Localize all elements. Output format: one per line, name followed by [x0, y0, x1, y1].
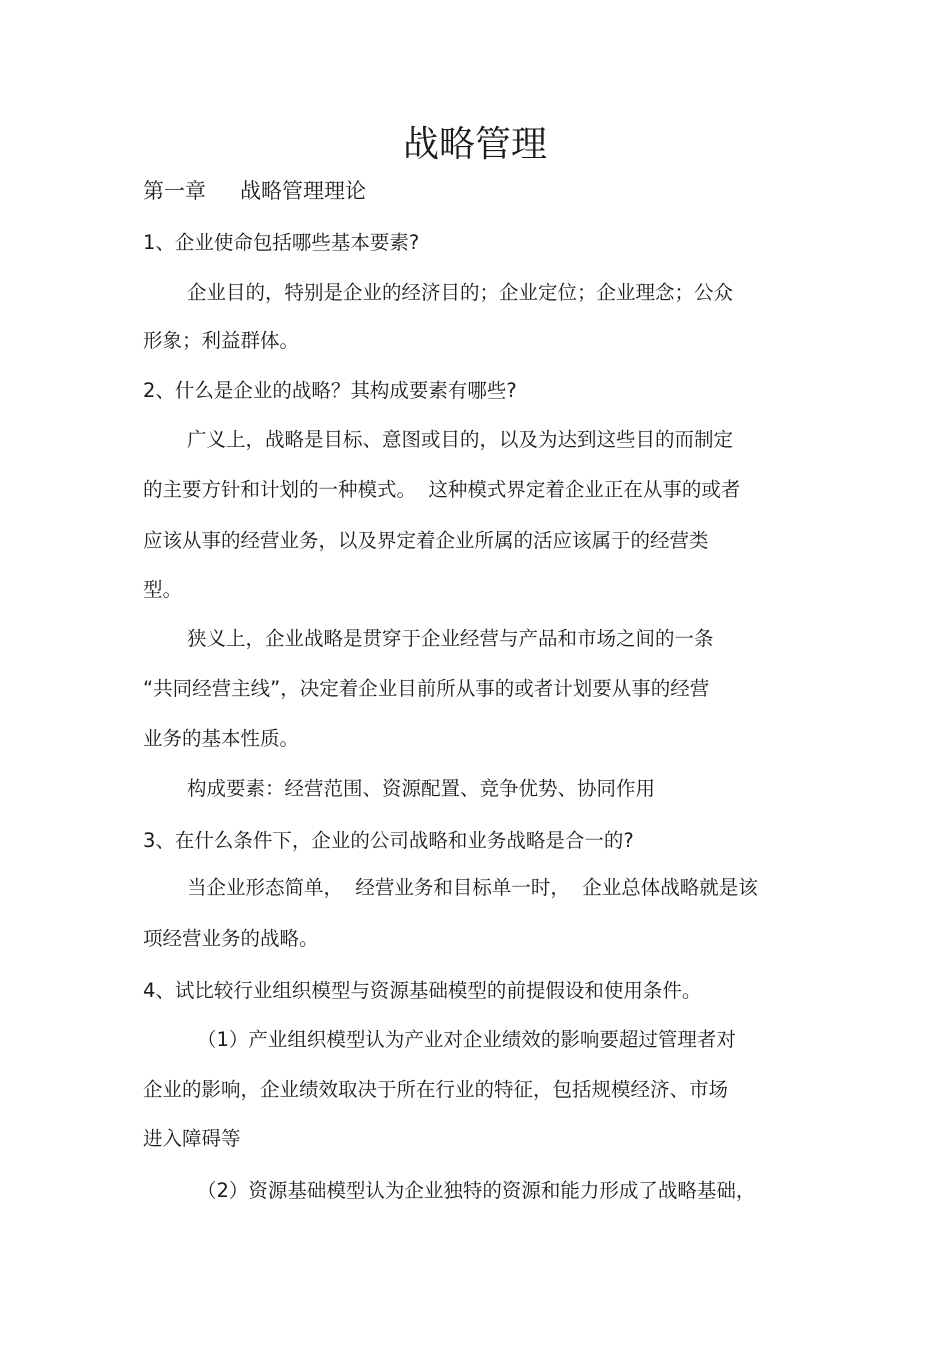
answer-3-line-2: 项经营业务的战略。	[143, 927, 319, 950]
chapter-name: 战略管理理论	[240, 179, 366, 203]
answer-2-para-1-line-1: 广义上，战略是目标、意图或目的，以及为达到这些目的而制定	[187, 428, 734, 451]
answer-2-elements: 构成要素：经营范围、资源配置、竞争优势、协同作用	[187, 777, 656, 800]
answer-3-line-1: 当企业形态简单， 经营业务和目标单一时， 企业总体战略就是该	[187, 876, 758, 899]
answer-2-para-2-line-2: “共同经营主线”，决定着企业目前所从事的或者计划要从事的经营	[143, 677, 710, 700]
answer-4-item-1-line-3: 进入障碍等	[143, 1127, 241, 1150]
question-4: 4、试比较行业组织模型与资源基础模型的前提假设和使用条件。	[143, 979, 702, 1002]
answer-2-para-2-line-1: 狭义上，企业战略是贯穿于企业经营与产品和市场之间的一条	[187, 627, 714, 650]
chapter-number: 第一章	[143, 179, 206, 203]
document-title: 战略管理	[402, 124, 547, 165]
answer-4-item-1-line-1: （1）产业组织模型认为产业对企业绩效的影响要超过管理者对	[197, 1028, 736, 1051]
answer-2-para-1-line-4: 型。	[143, 578, 183, 601]
answer-2-para-2-line-3: 业务的基本性质。	[143, 727, 300, 750]
answer-1-line-1: 企业目的，特别是企业的经济目的；企业定位；企业理念；公众	[187, 281, 734, 304]
answer-4-item-2-line-1: （2）资源基础模型认为企业独特的资源和能力形成了战略基础，	[197, 1179, 756, 1202]
answer-4-item-1-line-2: 企业的影响，企业绩效取决于所在行业的特征，包括规模经济、市场	[143, 1078, 729, 1101]
question-2: 2、什么是企业的战略？其构成要素有哪些?	[143, 379, 517, 402]
answer-2-para-1-line-3: 应该从事的经营业务，以及界定着企业所属的活应该属于的经营类	[143, 529, 709, 552]
answer-1-line-2: 形象；利益群体。	[143, 329, 300, 352]
question-3: 3、在什么条件下，企业的公司战略和业务战略是合一的?	[143, 829, 634, 852]
answer-2-para-1-line-2: 的主要方针和计划的一种模式。 这种模式界定着企业正在从事的或者	[143, 478, 741, 501]
question-1: 1、企业使命包括哪些基本要素?	[143, 231, 420, 254]
chapter-heading	[143, 174, 366, 208]
